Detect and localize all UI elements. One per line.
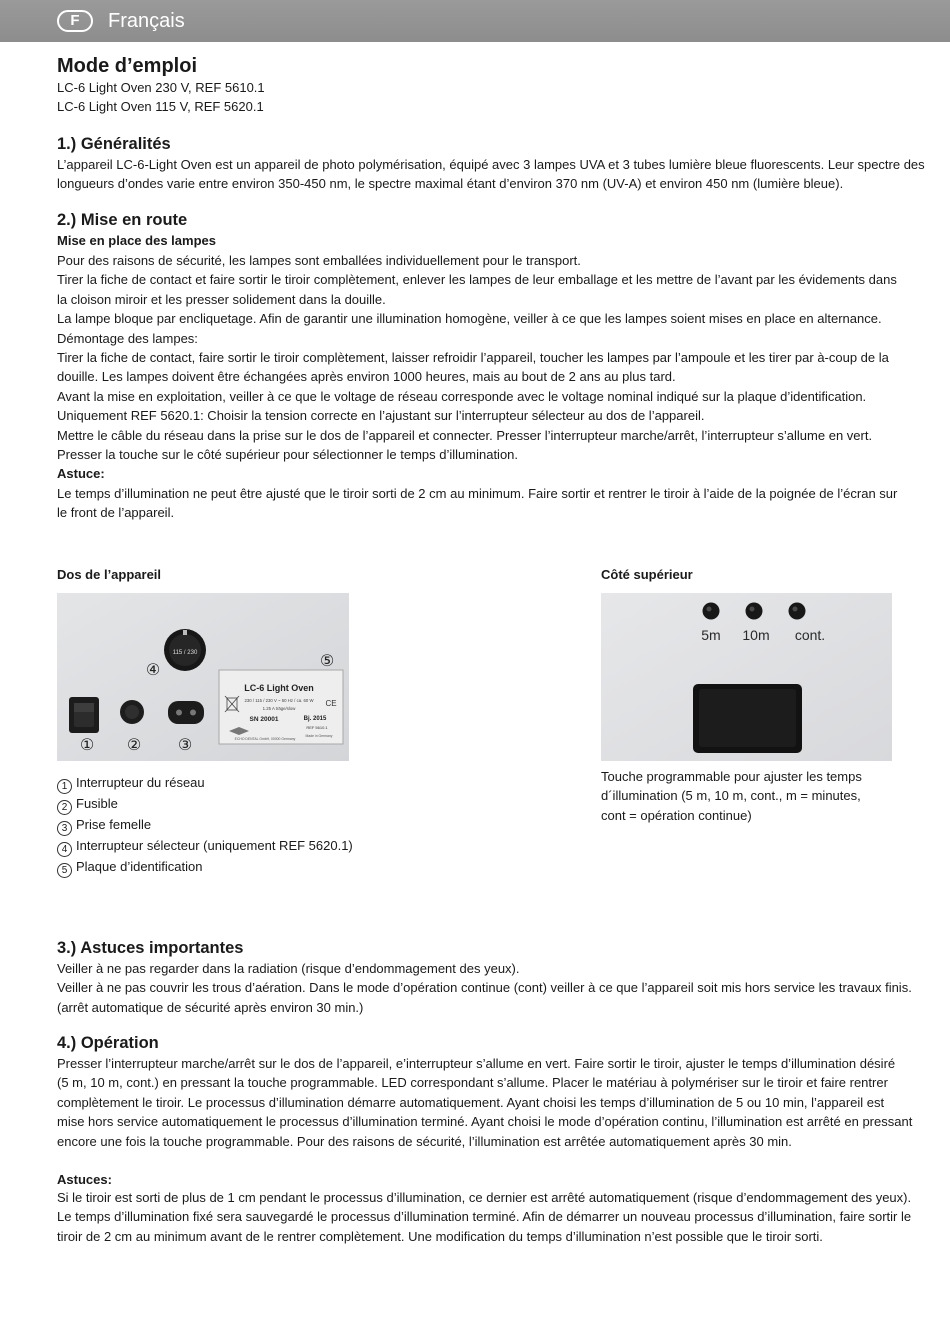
text-line: mise hors service automatiquement le processus d’illumination terminé. Ayant choisi le mode d’opération continu, l’illumination est arrêté en pressant [57,1114,913,1130]
language-name: Français [108,10,185,32]
plate-title: LC-6 Light Oven [244,683,314,693]
text-line: Uniquement REF 5620.1: Choisir la tension correcte en l’ajustant sur l’interrupteur sélecteur au dos de l’appareil. [57,408,705,424]
model-line: LC-6 Light Oven 230 V, REF 5610.1 [57,80,265,95]
marker-4: ④ [145,660,161,679]
text-line: Le temps d’illumination fixé sera sauvegardé le processus d’illumination terminé. Afin de démarrer un nouveau processus d’illumination, faire sortir le [57,1209,912,1225]
marker-5: ⑤ [319,651,335,670]
plate-ref: REF 5610.1 [306,725,328,730]
section-2-heading: 2.) Mise en route [57,211,188,229]
back-figure-caption: Dos de l’appareil [57,567,162,582]
marker-1: ① [79,735,95,754]
legend-item [57,815,353,836]
plate-origin: Made in Germany [305,734,333,738]
text-line: L’appareil LC-6-Light Oven est un appareil de photo polymérisation, équipé avec 3 lampes UVA et 3 tubes lumière bleue fluorescents. Leur spectre des [57,157,925,172]
fuse-icon [120,700,144,724]
tip-label: Astuce: [57,466,105,482]
text-line: tiroir de 2 cm au minimum avant de le rentrer complètement. Une modification du temps d’illumination n’est possible que le tiroir sorti. [57,1228,823,1244]
text-line: cont = opération continue) [601,807,752,823]
marker-2: ② [126,735,142,754]
text-line: Presser l’interrupteur marche/arrêt sur le dos de l’appareil, e’interrupteur s’allume en vert. Faire sortir le tiroir, ajuster le temps d’illumination désiré [57,1056,896,1071]
marker-3: ③ [177,735,193,754]
section-4-tips [57,1188,912,1246]
program-button-icon [693,684,802,753]
section-3-heading: 3.) Astuces importantes [57,939,244,957]
section-2-subheading: Mise en place des lampes [57,233,216,248]
legend-label: Fusible [76,796,118,811]
tips-label: Astuces: [57,1172,112,1187]
voltage-selector-icon [164,629,206,671]
text-line: Avant la mise en exploitation, veiller à ce que le voltage de réseau corresponde avec le voltage nominal indiqué sur la plaque d’identification. [57,388,867,404]
text-line: Tirer la fiche de contact et faire sortir le tiroir complètement, enlever les lampes de leur emballage et les mettre de l’avant par les évidements dans [57,272,897,288]
section-4-heading: 4.) Opération [57,1034,159,1052]
top-panel-photo [601,593,892,761]
legend-number: 3 [57,821,72,836]
legend-item [57,836,353,857]
model-line: LC-6 Light Oven 115 V, REF 5620.1 [57,99,264,114]
selector-label: 115 / 230 [172,650,198,656]
top-figure-description [601,767,901,825]
power-switch-icon [69,697,99,733]
text-line: Touche programmable pour ajuster les temps [601,769,862,784]
text-line: Veiller à ne pas regarder dans la radiation (risque d’endommagement des yeux). [57,961,520,976]
plate-maker: ECHO DENTAL GmbH, 00000 Germany [234,737,296,741]
section-1-heading: 1.) Généralités [57,135,171,153]
text-line: (arrêt automatique de sécurité après environ 30 min.) [57,999,364,1015]
text-line: Mettre le câble du réseau dans la prise sur le dos de l’appareil et connecter. Presser l’interrupteur marche/arrêt, l’interrupteur s’allume en vert. [57,427,873,443]
back-panel-photo [57,593,349,761]
back-legend [57,773,353,878]
socket-icon [168,701,204,724]
text-line: douille. Les lampes doivent être échangées après environ 1000 heures, mais au bout de 2 ans au plus tard. [57,369,676,385]
legend-label: Prise femelle [76,817,152,832]
text-line: La lampe bloque par encliquetage. Afin de garantir une illumination homogène, veiller à ce que les lampes soient mises en place en alternance. [57,311,882,327]
plate-rating: 230 / 115 / 230 V ~ 50 Hz / ca. 60 W [244,698,314,703]
legend-number: 2 [57,800,72,815]
led-label: cont. [794,627,826,643]
legend-item [57,773,353,794]
legend-label: Interrupteur du réseau [76,775,205,790]
section-1-text [57,155,925,194]
section-3-text [57,959,912,1017]
led-icon [746,603,763,620]
text-line: (5 m, 10 m, cont.) en pressant la touche programmable. LED correspondant s’allume. Placer le matériau à polymériser sur le tiroir et faire rentrer [57,1075,888,1091]
top-figure-caption: Côté supérieur [601,567,693,582]
text-line: Démontage des lampes: [57,330,198,346]
language-badge: F [57,10,93,32]
text-line: Tirer la fiche de contact, faire sortir le tiroir complètement, laisser refroidir l’appareil, toucher les lampes par l’ampoule et les tirer par à-coup de la [57,350,889,366]
text-line: Veiller à ne pas couvrir les trous d’aération. Dans le mode d’opération continue (cont) veiller à ce que l’appareil soit mis hors service les travaux finis. [57,980,912,996]
led-label: 10m [742,627,770,643]
text-line: la cloison miroir et les presser solidement dans la douille. [57,291,386,307]
legend-item [57,857,353,878]
legend-number: 4 [57,842,72,857]
section-2-text [57,251,897,523]
text-line: Pour des raisons de sécurité, les lampes sont emballées individuellement pour le transport. [57,253,581,268]
identification-plate [219,670,343,744]
legend-label: Plaque d’identification [76,859,203,874]
text-line: d´illumination (5 m, 10 m, cont., m = minutes, [601,788,861,804]
document-title: Mode d’emploi [57,55,197,77]
text-line: Si le tiroir est sorti de plus de 1 cm pendant le processus d’illumination, ce dernier est arrêté automatiquement (risque d’endommagement des yeux). [57,1190,912,1205]
legend-label: Interrupteur sélecteur (uniquement REF 5620.1) [76,838,353,853]
ce-mark-icon: CE [325,699,337,708]
language-header [0,0,950,42]
plate-year: Bj. 2015 [303,716,327,722]
section-4-text [57,1054,913,1151]
legend-item [57,794,353,815]
text-line: le front de l’appareil. [57,505,175,521]
led-icon [703,603,720,620]
legend-number: 5 [57,863,72,878]
text-line: complètement le tiroir. Le processus d’illumination démarre automatiquement. Ayant choisi les temps d’illumination de 5 ou 10 min, l’appareil est [57,1094,885,1110]
led-icon [789,603,806,620]
text-line: encore une fois la touche programmable. Pour des raisons de sécurité, l’illumination est arrêtée automatiquement après 30 min. [57,1133,792,1149]
text-line: Presser la touche sur le côté supérieur pour sélectionner le temps d’illumination. [57,447,519,463]
led-label: 5m [701,627,721,643]
plate-serial: SN 20001 [249,716,279,723]
plate-fuse: 1.25 A träge/slow [262,706,296,711]
legend-number: 1 [57,779,72,794]
text-line: longueurs d’ondes varie entre environ 350-450 nm, le spectre maximal étant d’environ 370 nm (UV-A) et environ 450 nm (lumière bleue). [57,176,844,192]
text-line: Le temps d’illumination ne peut être ajusté que le tiroir sorti de 2 cm au minimum. Faire sortir et rentrer le tiroir à l’aide de la poignée de l’écran sur [57,485,898,501]
